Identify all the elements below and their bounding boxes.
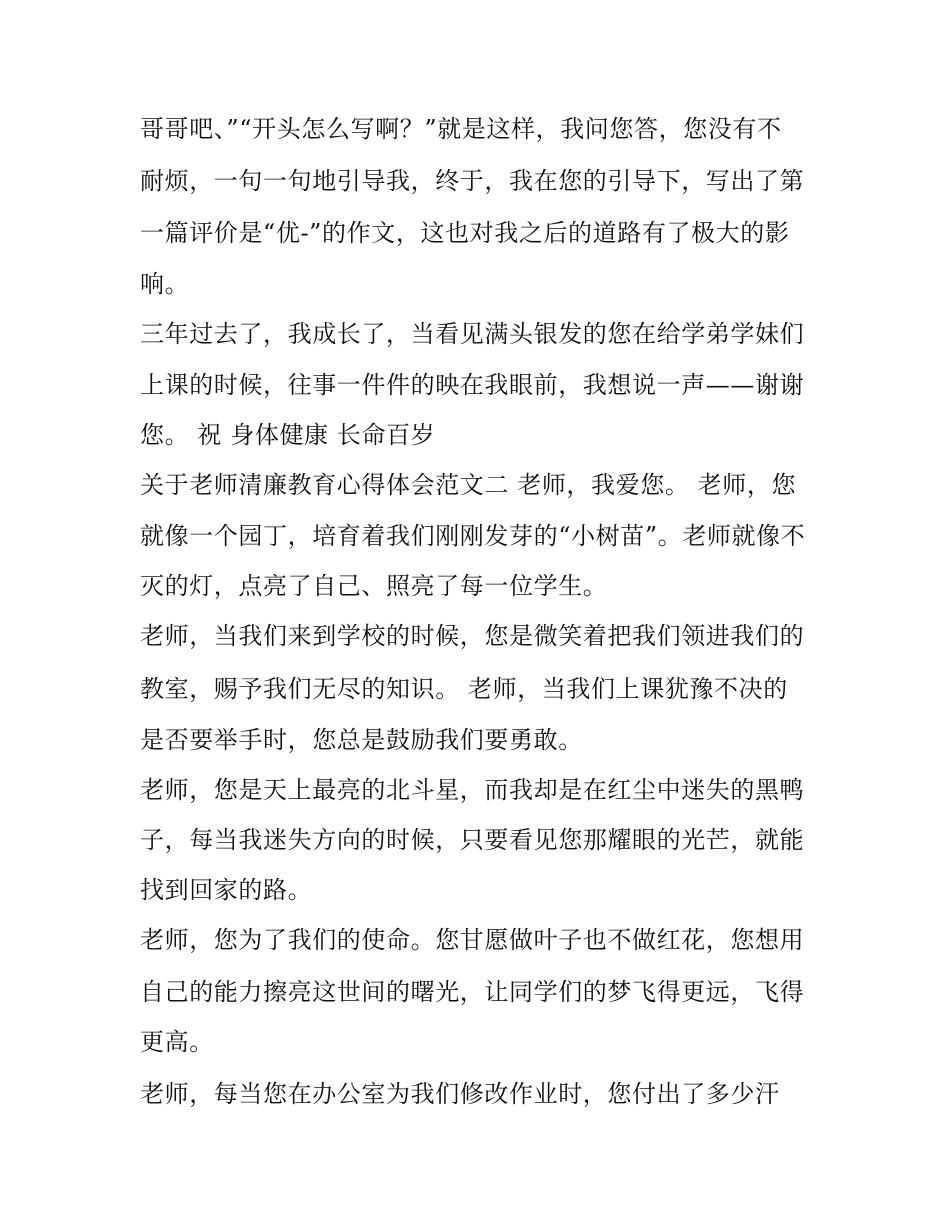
text-line: 是否要举手时，您总是鼓励我们要勇敢。 (140, 726, 583, 754)
text-line: 响。 (140, 270, 190, 298)
text-line: 就像一个园丁，培育着我们刚刚发芽的“小树苗”。老师就像不 (140, 522, 806, 550)
text-line: 三年过去了，我成长了，当看见满头银发的您在给学弟学妹们 (140, 320, 805, 348)
text-line: 自己的能力擦亮这世间的曙光，让同学们的梦飞得更远，飞得 (140, 978, 805, 1006)
text-line: 老师，您是天上最亮的北斗星，而我却是在红尘中迷失的黑鸭 (140, 776, 805, 804)
text-line: 老师，当我们来到学校的时候，您是微笑着把我们领进我们的 (140, 622, 805, 650)
text-line: 上课的时候，往事一件件的映在我眼前，我想说一声——谢谢 (140, 371, 805, 399)
text-line: 找到回家的路。 (140, 876, 313, 904)
text-line: 关于老师清廉教育心得体会范文二 老师，我爱您。 老师，您 (140, 471, 797, 499)
text-line: 老师，每当您在办公室为我们修改作业时，您付出了多少汗 (140, 1080, 780, 1108)
text-line: 灭的灯，点亮了自己、照亮了每一位学生。 (140, 572, 608, 600)
text-line: 您。 祝 身体健康 长命百岁 (140, 421, 436, 449)
text-line: 哥哥吧、”“开头怎么写啊？”就是这样，我问您答，您没有不 (140, 115, 782, 143)
text-line: 一篇评价是“优-”的作文，这也对我之后的道路有了极大的影 (140, 219, 790, 247)
text-line: 子，每当我迷失方向的时候，只要看见您那耀眼的光芒，就能 (140, 826, 805, 854)
text-line: 更高。 (140, 1028, 214, 1056)
text-line: 老师，您为了我们的使命。您甘愿做叶子也不做红花，您想用 (140, 926, 805, 954)
text-line: 耐烦，一句一句地引导我，终于，我在您的引导下，写出了第 (140, 167, 805, 195)
text-line: 教室，赐予我们无尽的知识。 老师，当我们上课犹豫不决的 (140, 675, 788, 703)
